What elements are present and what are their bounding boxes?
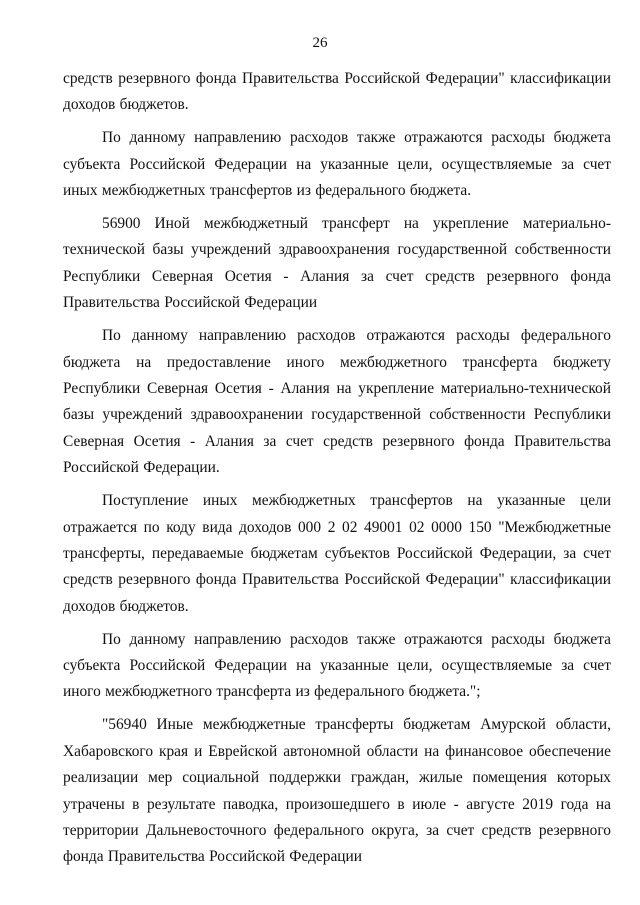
paragraph-1: средств резервного фонда Правительства Российской Федерации" классификации доходов бюджетов.: [63, 70, 611, 114]
paragraph-7: "56940 Иные межбюджетные трансферты бюджетам Амурской области, Хабаровского края и Еврейской автономной области на финансовое обеспечение реализации мер социальной поддержки граждан, жилые помещения которых утрачены в результате паводка, произошедшего в июле - августе 2019 года на территории Дальневосточного федерального округа, за счет средств резервного фонда Правительства Российской Федерации: [63, 716, 611, 866]
paragraph-2: По данному направлению расходов также отражаются расходы бюджета субъекта Российской Федерации на указанные цели, осуществляемые за счет иных межбюджетных трансфертов из федерального бюджета.: [63, 129, 611, 200]
document-body: [63, 66, 611, 871]
paragraph-3: 56900 Иной межбюджетный трансферт на укрепление материально-технической базы учреждений здравоохранения государственной собственности Республики Северная Осетия - Алания за счет средств резервного фонда Правительства Российской Федерации: [63, 215, 611, 312]
paragraph-6: По данному направлению расходов также отражаются расходы бюджета субъекта Российской Федерации на указанные цели, осуществляемые за счет иного межбюджетного трансферта из федерального бюджета.";: [63, 630, 611, 701]
page-number: 26: [312, 35, 328, 51]
paragraph-4: По данному направлению расходов отражаются расходы федерального бюджета на предоставление иного межбюджетного трансферта бюджету Республики Северная Осетия - Алания на укрепление материально-технической базы учреждений здравоохранении государственной собственности Республики Северная Осетия - Алания за счет средств резервного фонда Правительства Российской Федерации.: [63, 327, 611, 477]
paragraph-5: Поступление иных межбюджетных трансфертов на указанные цели отражается по коду вида доходов 000 2 02 49001 02 0000 150 "Межбюджетные трансферты, передаваемые бюджетам субъектов Российской Федерации, за счет средств резервного фонда Правительства Российской Федерации" классификации доходов бюджетов.: [63, 492, 611, 615]
